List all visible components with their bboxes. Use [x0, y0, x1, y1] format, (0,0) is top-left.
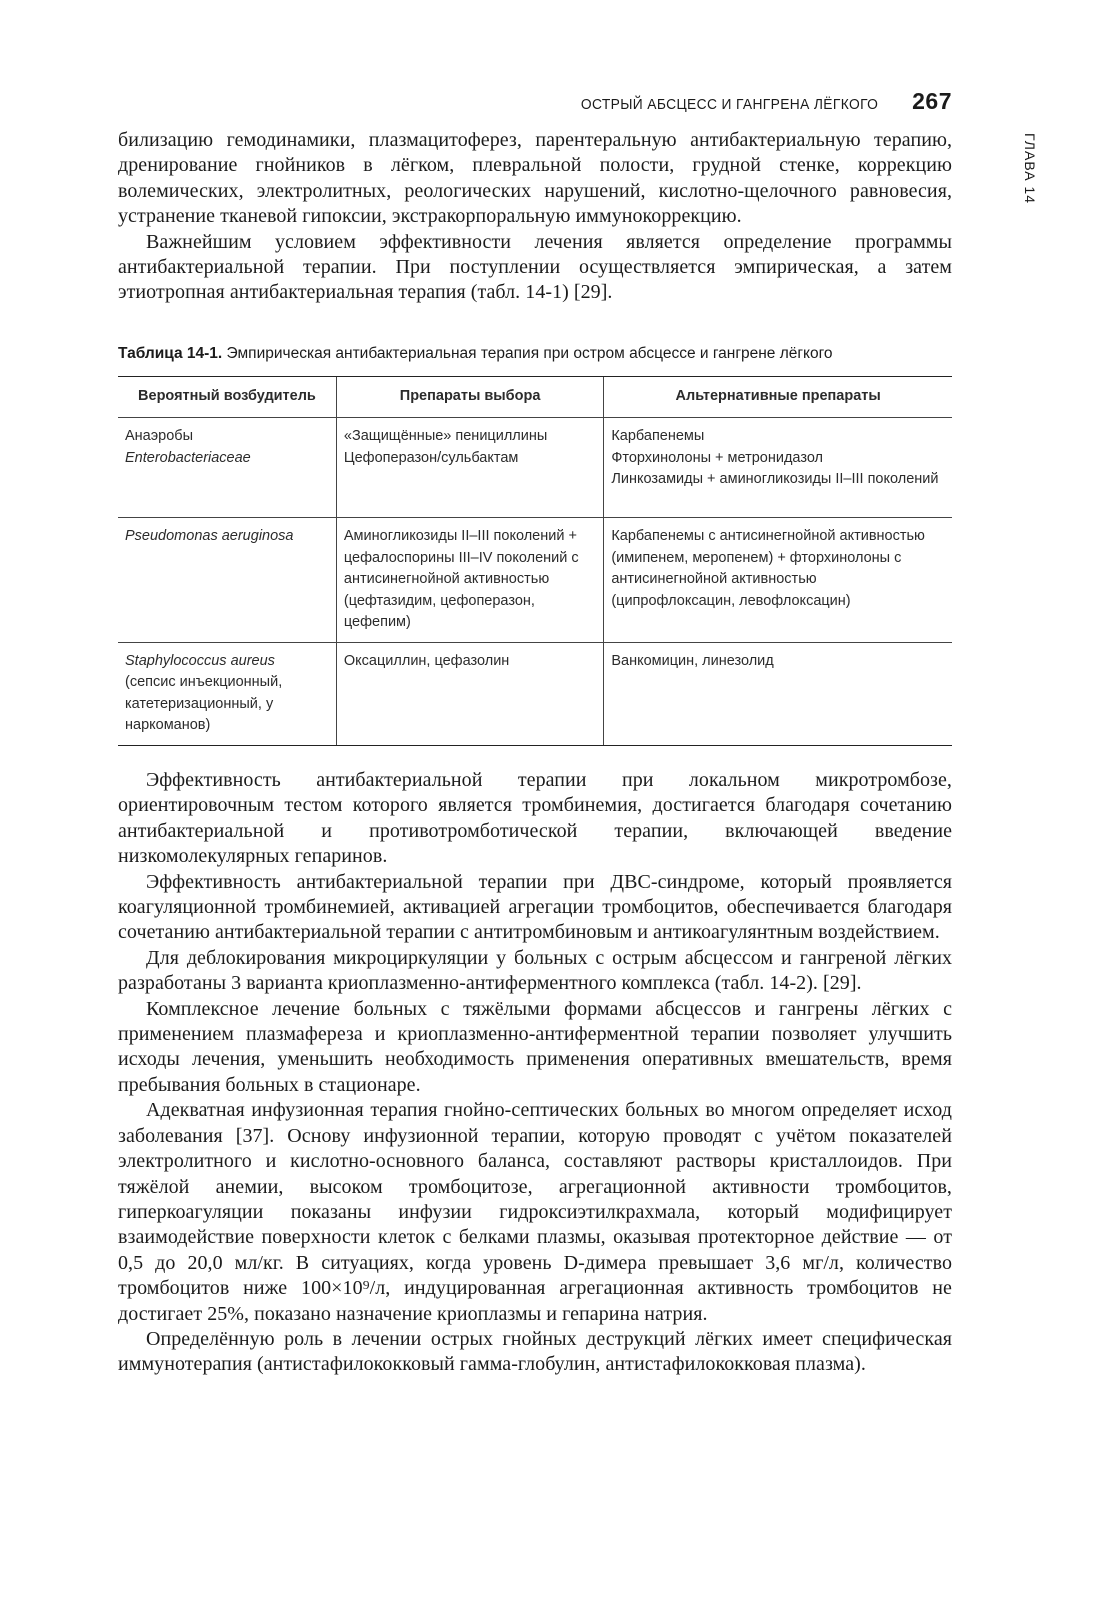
paragraph: Эффективность антибактериальной терапии при локальном микротромбозе, ориентировочным тестом которого является тромбинемия, достигается благодаря сочетанию антибактериальной и противотромботической терапии, включающей введение низкомолекулярных гепаринов.: [118, 769, 952, 868]
table-caption: [118, 343, 952, 365]
paragraph: Важнейшим условием эффективности лечения является определение программы антибактериальной терапии. При поступлении осуществляется эмпирическая, а затем этиотропная антибактериальная терапия (табл. 14-1) [29].: [118, 230, 952, 304]
cell-choice: [336, 518, 603, 643]
cell-line: Карбапенемы: [611, 428, 705, 444]
cell-pathogen: [118, 418, 336, 518]
cell-line: Staphylococcus aureus: [125, 652, 275, 669]
page-number: 267: [912, 88, 952, 114]
cell-pathogen: [118, 642, 336, 745]
cell-line: Карбапенемы с антисинегнойной активностью (имипенем, меропенем) + фторхинолоны с антисинегнойной активностью (ципрофлоксацин, левофлоксацин): [611, 528, 925, 609]
cell-line: Цефоперазон/сульбактам: [343, 449, 519, 466]
paragraph: Адекватная инфузионная терапия гнойно-септических больных во многом определяет исход заболевания [37]. Основу инфузионной терапии, которую проводят с учётом показателей электролитного и кислотно-основного баланса, составляют растворы кристаллоидов. При тяжёлой анемии, высоком тромбоцитозе, агрегационной активности тромбоцитов, гиперкоагуляции показаны инфузии гидроксиэтилкрахмала, который модифицирует взаимодействие поверхности клеток с белками плазмы, оказывая протекторное действие — от 0,5 до 20,0 мл/кг. В ситуациях, когда уровень D-димера превышает 3,6 мг/л, количество тромбоцитов ниже 100×10⁹/л, индуцированная агрегационная активность тромбоцитов не достигает 25%, показано назначение криоплазмы и гепарина натрия.: [118, 1099, 952, 1325]
table-caption-text: Эмпирическая антибактериальная терапия при остром абсцессе и гангрене лёгкого: [222, 345, 833, 362]
continued-paragraph: билизацию гемодинамики, плазмацитоферез, парентеральную антибактериальную терапию, дренирование гнойников в лёгком, плевральной полости, грудной стенке, коррекцию волемических, электролитных, реологических нарушений, кислотно-щелочного равновесия, устранение тканевой гипоксии, экстракорпоральную иммунокоррекцию.: [118, 129, 952, 228]
cell-line: Аминогликозиды II–III поколений + цефалоспорины III–IV поколений с антисинегнойной активностью (цефтазидим, цефоперазон, цефепим): [343, 528, 579, 630]
column-header-alternative: Альтернативные препараты: [604, 377, 952, 418]
running-header: [118, 88, 952, 118]
column-header-choice: Препараты выбора: [336, 377, 603, 418]
cell-choice: [336, 642, 603, 745]
column-header-pathogen: Вероятный возбудитель: [118, 377, 336, 418]
table-row: [118, 518, 952, 643]
cell-alternative: [604, 418, 952, 518]
cell-line: Анаэробы: [125, 428, 193, 444]
cell-choice: [336, 418, 603, 518]
cell-line: Pseudomonas aeruginosa: [125, 528, 294, 544]
intro-text-block: [118, 128, 952, 306]
table-row: [118, 642, 952, 745]
chapter-side-tab: ГЛАВА 14: [1022, 133, 1038, 204]
cell-line: «Защищённые» пенициллины: [343, 428, 548, 444]
cell-line: Ванкомицин, линезолид: [611, 652, 774, 669]
cell-line: Enterobacteriaceae: [125, 449, 251, 466]
paragraph: Эффективность антибактериальной терапии при ДВС-синдроме, который проявляется коагуляционной тромбинемией, активацией агрегации тромбоцитов, обеспечивается благодаря сочетанию антибактериальной терапии с антитромбиновым и антикоагулянтным воздействием.: [118, 870, 952, 944]
paragraph: Для деблокирования микроциркуляции у больных с острым абсцессом и гангреной лёгких разработаны 3 варианта криоплазменно-антиферментного комплекса (табл. 14-2). [29].: [118, 946, 952, 995]
paragraph: Определённую роль в лечении острых гнойных деструкций лёгких имеет специфическая иммунотерапия (антистафилококковый гамма-глобулин, антистафилококковая плазма).: [118, 1327, 952, 1376]
table-caption-label: Таблица 14-1.: [118, 345, 223, 362]
paragraph: Комплексное лечение больных с тяжёлыми формами абсцессов и гангрены лёгких с применением плазмафереза и криоплазменно-антиферментной терапии позволяет улучшить исходы лечения, уменьшить необходимость применения оперативных вмешательств, время пребывания больных в стационаре.: [118, 997, 952, 1096]
main-text-block: [118, 768, 952, 1378]
cell-alternative: [604, 518, 952, 643]
cell-line: (сепсис инъекционный, катетеризационный, у наркоманов): [125, 674, 283, 733]
antibacterial-therapy-table: [118, 376, 952, 746]
table-row: [118, 418, 952, 518]
cell-line: Оксациллин, цефазолин: [343, 652, 510, 669]
table-header-row: [118, 377, 952, 418]
cell-pathogen: [118, 518, 336, 643]
running-title: ОСТРЫЙ АБСЦЕСС И ГАНГРЕНА ЛЁГКОГО: [580, 96, 879, 113]
cell-line: Линкозамиды + аминогликозиды II–III поколений: [611, 471, 939, 487]
cell-alternative: [604, 642, 952, 745]
cell-line: Фторхинолоны + метронидазол: [611, 449, 824, 466]
